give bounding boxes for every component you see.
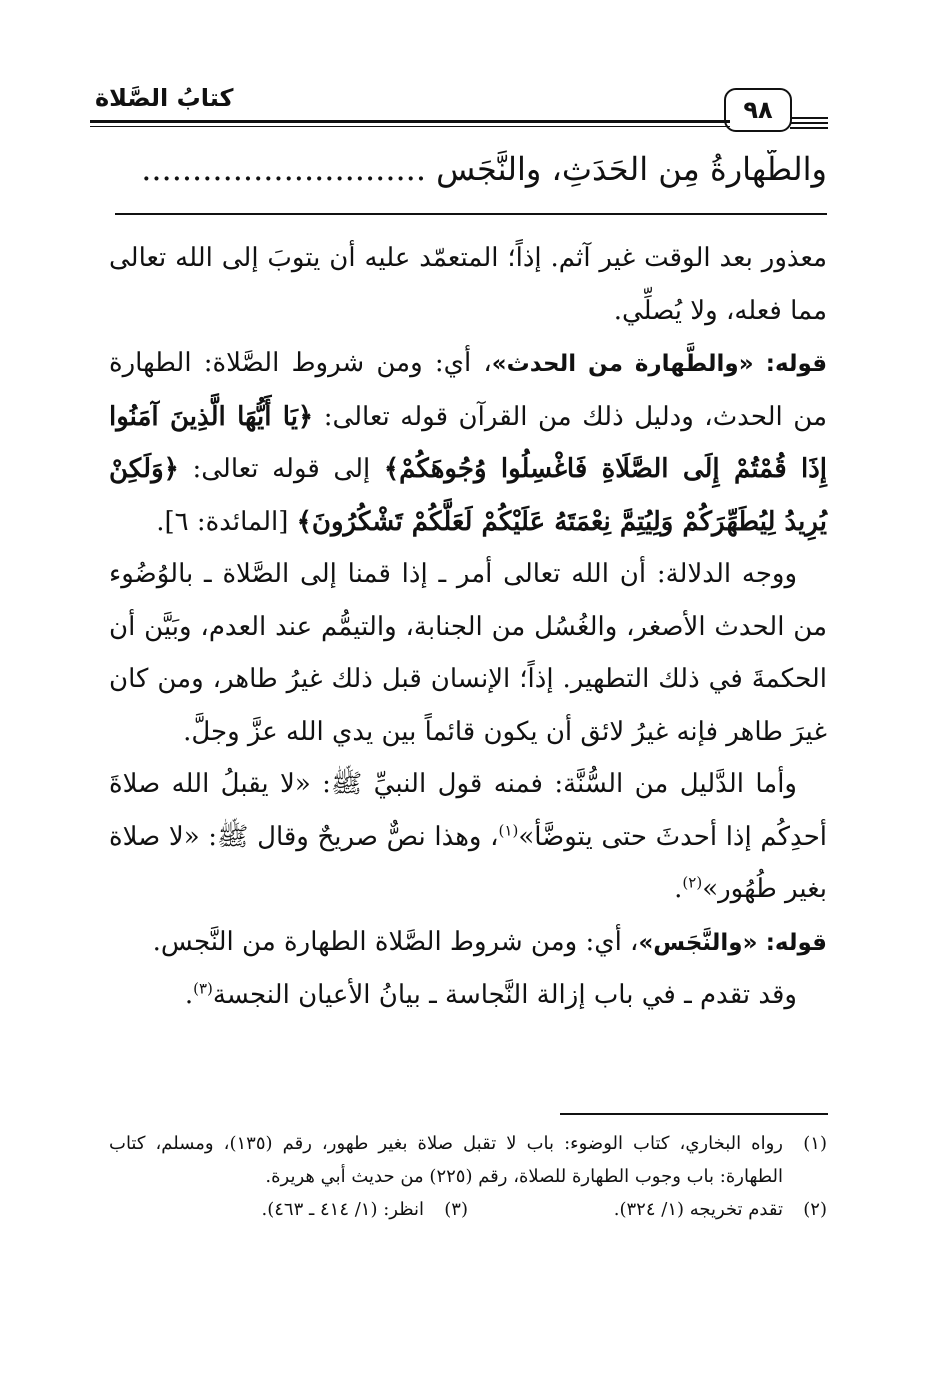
quran-verse: ﴿يَا أَيُّهَا الَّذِينَ آمَنُوا إِذَا قُمْتُمْ إِلَى الصَّلَاةِ فَاغْسِلُوا وُجُوهَكُمْ﴾ xyxy=(109,401,828,484)
section-heading: والطَّهارةُ مِن الحَدَثِ، والنَّجَسِ ............................ xyxy=(141,150,827,188)
section-rule xyxy=(115,213,827,215)
quran-verse: ﴿وَلَكِنْ يُرِيدُ لِيُطَهِّرَكُمْ وَلِيُتِمَّ نِعْمَتَهُ عَلَيْكُمْ لَعَلَّكُمْ تَشْكُرُونَ﴾ xyxy=(109,454,827,537)
paragraph-lead: قوله: xyxy=(765,929,827,956)
paragraph-6 xyxy=(109,969,827,1022)
paragraph-1: معذور بعد الوقت غير آثم. إذاً؛ المتعمّد عليه أن يتوبَ إلى الله تعالى مما فعله، ولا يُصلِّي. xyxy=(109,243,827,326)
footnote-marker[interactable]: (١) xyxy=(498,820,519,839)
footnote-1 xyxy=(109,1127,827,1193)
verse-reference: [المائدة: ٦]. xyxy=(156,506,289,537)
paragraph-text: ، أي: ومن شروط الصَّلاة: الطهارة من الحدث، ودليل ذلك من القرآن قوله تعالى: xyxy=(109,348,827,432)
paragraph-lead: قوله: xyxy=(765,351,828,377)
footnote-marker[interactable]: (٢) xyxy=(682,873,703,892)
page-number: ٩٨ xyxy=(724,88,792,132)
paragraph-text: ، وهذا نصٌّ صريحٌ وقال ﷺ: «لا صلاة بغير طُهُور» xyxy=(109,821,827,904)
paragraph-text: . xyxy=(674,874,683,904)
header-rule-right-1 xyxy=(790,117,828,119)
header-rule-thick xyxy=(90,120,730,123)
paragraph-2 xyxy=(109,337,827,548)
footnote-row xyxy=(109,1193,827,1226)
footnote-text: تقدم تخريجه (١/ ٣٢٤). xyxy=(613,1199,783,1220)
paragraph-4 xyxy=(109,758,827,916)
footnote-marker[interactable]: (٣) xyxy=(193,979,213,998)
footnote-rule xyxy=(560,1113,828,1115)
footnote-2 xyxy=(468,1193,827,1226)
footnote-text: انظر: (١/ ٤١٤ ـ ٤٦٣). xyxy=(261,1199,424,1220)
body-text xyxy=(109,232,827,1022)
header-rule-right-2 xyxy=(790,122,828,124)
footnote-number: (٢) xyxy=(803,1199,827,1220)
paragraph-text: . xyxy=(184,980,194,1010)
header-rule-right-3 xyxy=(790,127,828,129)
paragraph-5 xyxy=(109,916,827,970)
header-rule-thin xyxy=(90,126,730,127)
footnote-3 xyxy=(109,1193,468,1226)
paragraph-text: وأما الدَّليل من السُّنَّة: فمنه قول النبيِّ ﷺ: «لا يقبلُ الله صلاةَ أحدِكُم إذا أحدثَ حتى يتوضَّأ» xyxy=(109,769,827,852)
paragraph-text: إلى قوله تعالى: xyxy=(192,454,371,484)
matn-quote: «والنَّجَس» xyxy=(638,929,758,956)
paragraph-text: وقد تقدم ـ في باب إزالة النَّجاسة ـ بيانُ الأعيان النجسة xyxy=(212,980,797,1010)
footnote-text: رواه البخاري، كتاب الوضوء: باب لا تقبل صلاة بغير طهور، رقم (١٣٥)، ومسلم، كتاب الطهارة: باب وجوب الطهارة للصلاة، رقم (٢٢٥) من حديث أبي هريرة. xyxy=(109,1133,783,1187)
matn-quote: «والطَّهارة من الحدث» xyxy=(491,351,754,377)
running-header-title: كتابُ الصَّلاة xyxy=(95,84,234,112)
footnotes xyxy=(109,1127,827,1226)
footnote-number: (٣) xyxy=(444,1199,468,1220)
paragraph-text: ، أي: ومن شروط الصَّلاة الطهارة من النَّجس. xyxy=(152,926,639,957)
footnote-number: (١) xyxy=(803,1133,827,1154)
paragraph-3: ووجه الدلالة: أن الله تعالى أمر ـ إذا قمنا إلى الصَّلاة ـ بالوُضُوء من الحدث الأصغر، والغُسُل من الجنابة، والتيمُّم عند العدم، وبَيَّن أن الحكمةَ في ذلك التطهير. إذاً؛ الإنسان قبل ذلك غيرُ طاهر، ومن كان غيرَ طاهر فإنه غيرُ لائق أن يكون قائماً بين يدي الله عزَّ وجلَّ. xyxy=(109,559,827,747)
